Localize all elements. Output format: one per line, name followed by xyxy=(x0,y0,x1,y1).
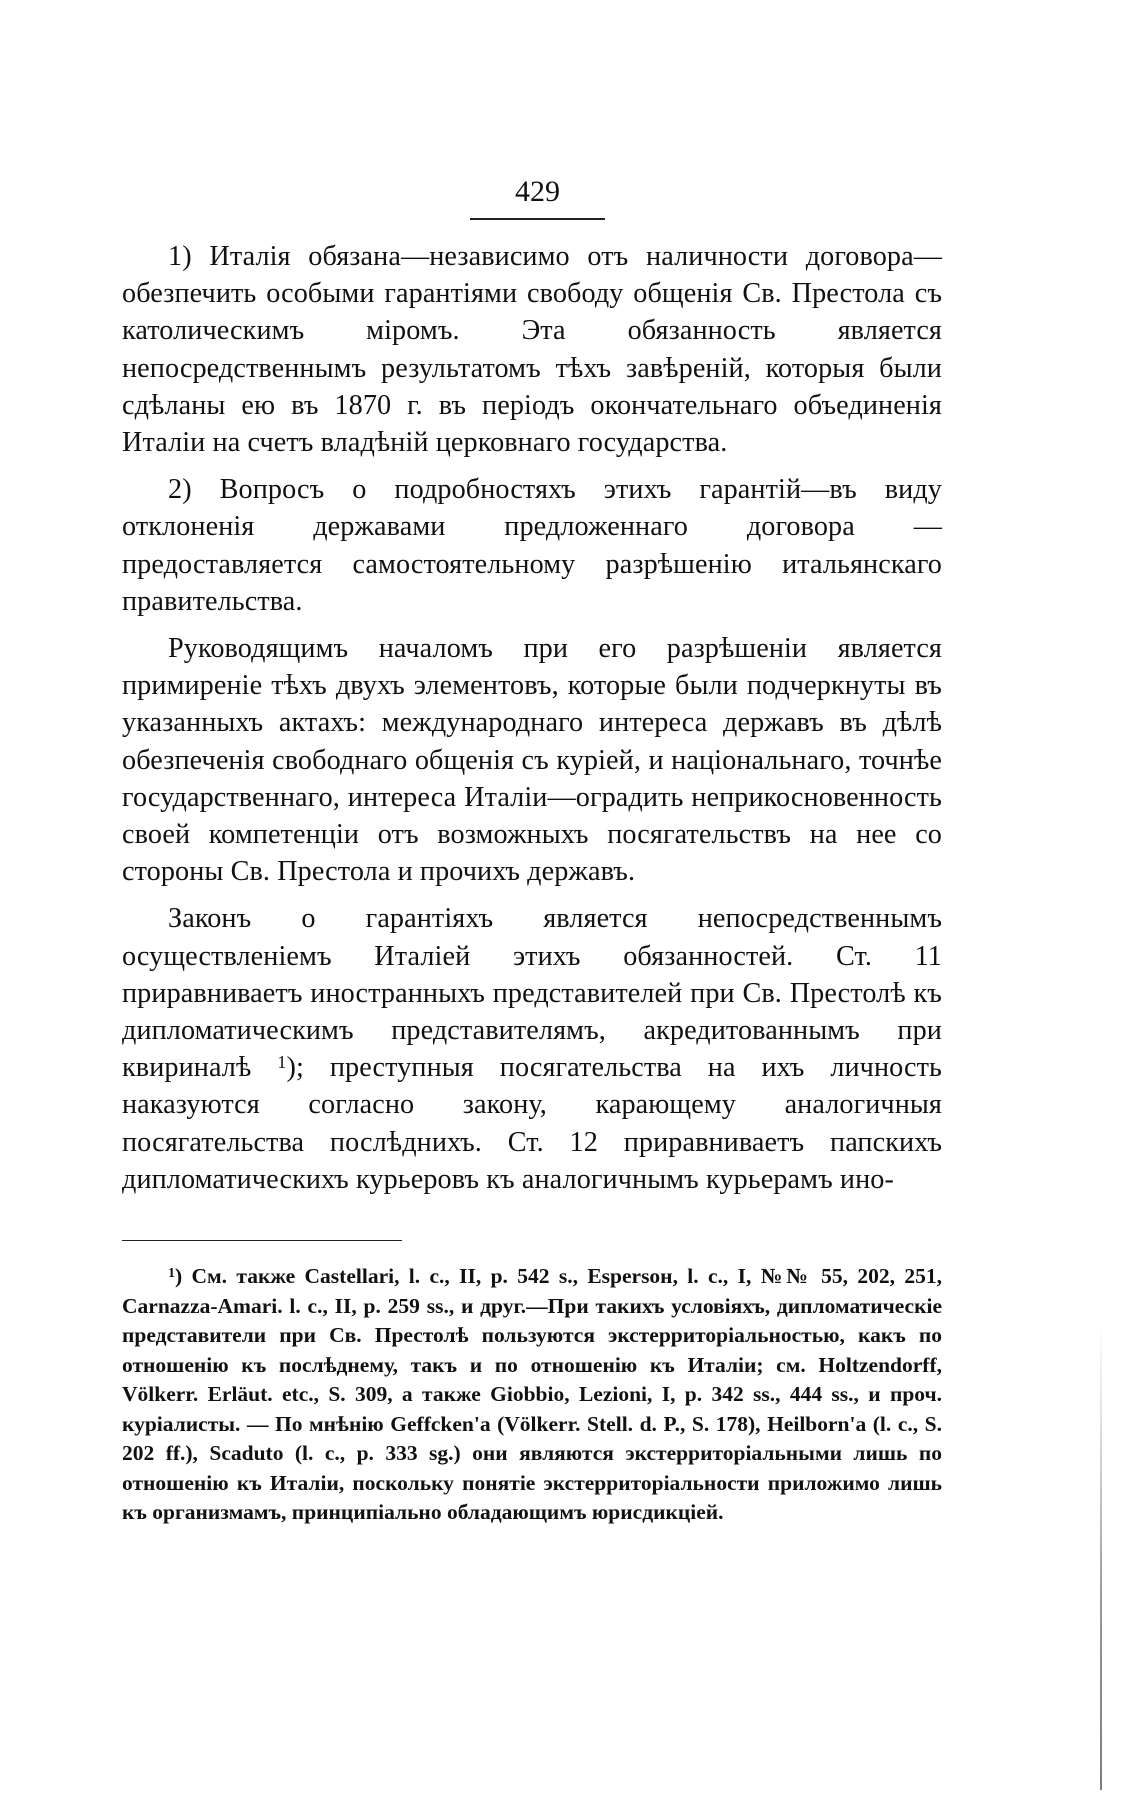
page-edge-mark xyxy=(1100,1320,1102,1790)
paragraph: 1) Италія обязана—независимо отъ наличности договора—обезпечить особыми гарантіями свободу общенія Св. Престола съ католическимъ міромъ. Эта обязанность является непосредственнымъ результатомъ тѣхъ завѣреній, которыя были сдѣланы ею въ 1870 г. въ періодъ окончательнаго объединенія Италіи на счетъ владѣній церковнаго государства. xyxy=(122,241,942,459)
footnote xyxy=(122,1262,942,1528)
paragraph: Руководящимъ началомъ при его разрѣшеніи является примиреніе тѣхъ двухъ элементовъ, которые были подчеркнуты въ указанныхъ актахъ: международнаго интереса державъ въ дѣлѣ обезпеченія свободнаго общенія съ куріей, и національнаго, точнѣе государственнаго, интереса Италіи—оградить неприкосновенность своей компетенціи отъ возможныхъ посягательствъ на нее со стороны Св. Престола и прочихъ державъ. xyxy=(122,633,942,888)
page-number: 429 xyxy=(515,175,560,208)
footnote-rule xyxy=(122,1240,402,1241)
paragraph-text: Законъ о гарантіяхъ является непосредственнымъ осуществленіемъ Италіей этихъ обязанностей. Ст. 11 приравниваетъ иностранныхъ представителей при Св. Престолѣ къ дипломатическимъ представителямъ, акредитованнымъ при квириналѣ xyxy=(122,903,942,1084)
paragraph-text: ); преступныя посягательства на ихъ личность наказуются согласно закону, карающему аналогичныя посягательства послѣднихъ. Ст. 12 приравниваетъ папскихъ дипломатическихъ курьеровъ къ аналогичнымъ курьерамъ ино- xyxy=(122,1052,943,1195)
main-text xyxy=(122,238,942,1208)
footnote-reference[interactable]: 1 xyxy=(277,1052,287,1073)
footnote-text: ) См. также Castellari, l. c., II, p. 542 s., Espersoн, l. c., I, №№ 55, 202, 251, Carnazza-Amari. l. c., II, p. 259 ss., и друг.—При такихъ условіяхъ, дипломатическіе представители при Св. Престолѣ пользуются экстерриторіальностью, какъ по отношенію къ послѣднему, такъ и по отношенію къ Италіи; см. Holtzendorff, Völkerr. Erläut. etc., S. 309, а также Giobbio, Lezioni, I, p. 342 ss., 444 ss., и проч. куріалисты. — По мнѣнію Geffcken'а (Völkerr. Stell. d. P., S. 178), Heilborn'а (l. c., S. 202 ff.), Scaduto (l. c., p. 333 sg.) они являются экстерриторіальными лишь по отношенію къ Италіи, поскольку понятіе экстерриторіальности приложимо лишь къ организмамъ, принципіально обладающимъ юрисдикціей. xyxy=(122,1264,942,1524)
paragraph: 2) Вопросъ о подробностяхъ этихъ гарантій—въ виду отклоненія державами предложеннаго договора — предоставляется самостоятельному разрѣшенію итальянскаго правительства. xyxy=(122,474,942,617)
footnote-marker: 1 xyxy=(168,1265,175,1281)
page-number-rule xyxy=(470,218,605,220)
paragraph xyxy=(122,900,942,1198)
